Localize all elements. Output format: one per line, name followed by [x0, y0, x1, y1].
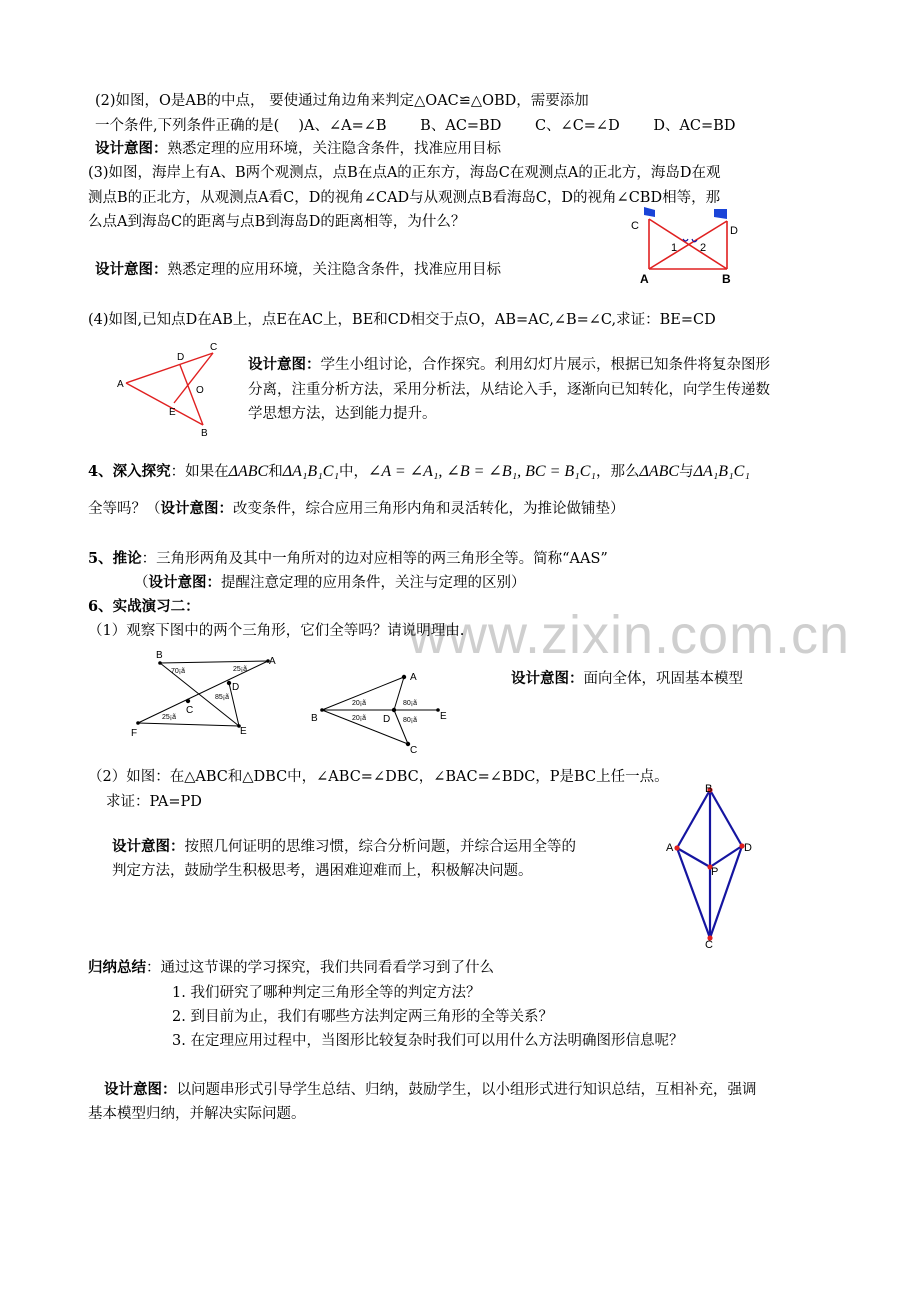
q3-label-angle1: 1 — [671, 242, 678, 254]
s5-text: ：三角形两角及其中一角所对的边对应相等的两三角形全等。简称“AAS” — [141, 551, 608, 567]
design-label: 设计意图： — [148, 574, 221, 591]
q3-label-angle2: 2 — [700, 242, 707, 254]
fig2-label-c: C — [410, 745, 418, 756]
s4-tri1: ΔABC — [228, 463, 269, 480]
watermark: www.zixin.com.cn — [408, 605, 851, 665]
q2-line2: 一个条件,下列条件正确的是( )A、∠A=∠B B、AC=BD C、∠C=∠D D、AC=BD — [95, 118, 736, 134]
s4-label: 4、深入探究 — [88, 463, 171, 480]
s5-label: 5、推论 — [88, 550, 142, 567]
summary-design-text-1: 以问题串形式引导学生总结、归纳，鼓励学生，以小组形式进行知识总结，互相补充，强调 — [176, 1082, 757, 1098]
q4-line1: (4)如图,已知点D在AB上，点E在AC上，BE和CD相交于点O，AB=AC,∠B=∠C,求证：BE=CD — [88, 312, 716, 328]
s6-figure-1 — [126, 646, 286, 738]
q3-label-c: C — [631, 220, 639, 232]
fig1-label-d: D — [232, 682, 240, 693]
design-label: 设计意图： — [112, 838, 185, 855]
q4-design-text-1: 学生小组讨论，合作探究。利用幻灯片展示，根据已知条件将复杂图形 — [320, 357, 770, 373]
design-label: 设计意图： — [95, 140, 168, 157]
q4-label-d: D — [177, 352, 185, 363]
s4-text-a: ：如果在 — [170, 464, 229, 480]
s6-p2-line2: 求证：PA=PD — [106, 794, 202, 810]
s6-p2-design-l1 — [112, 837, 576, 857]
kite-label-a: A — [666, 842, 674, 854]
fig1-angle-25-bottom: 25¡ã — [162, 714, 177, 721]
s4-conditions: ∠A = ∠A₁, ∠B = ∠B₁, BC = B₁C₁ — [368, 463, 596, 480]
design-label: 设计意图： — [160, 500, 233, 517]
s4-design: 改变条件，综合应用三角形内角和灵活转化，为推论做铺垫） — [233, 501, 625, 517]
q4-design-l1 — [248, 355, 770, 375]
q2-design-text: 熟悉定理的应用环境，关注隐含条件，找准应用目标 — [167, 141, 501, 157]
summary-item: 2. 到目前为止，我们有哪些方法判定两三角形的全等关系？ — [172, 1009, 553, 1025]
fig2-angle-80-top: 80¡ã — [403, 700, 418, 707]
q3-design — [95, 260, 501, 280]
q3-line2: 测点B的正北方，从观测点A看C，D的视角∠CAD与从观测点B看海岛C，D的视角∠CBD相等，那 — [88, 190, 721, 206]
q2-design — [95, 139, 501, 159]
s6-label: 6、实战演习二： — [88, 598, 200, 615]
summary-intro-text: ：通过这节课的学习探究，我们共同看看学习到了什么 — [146, 960, 494, 976]
design-label: 设计意图： — [104, 1081, 177, 1098]
s4-text-with: 与 — [679, 464, 694, 480]
q4-label-e: E — [169, 407, 176, 418]
s6-figure-2 — [308, 664, 458, 756]
summary-intro — [88, 958, 494, 978]
s4-text-and: 和 — [268, 464, 283, 480]
q2-line1: (2)如图，O是AB的中点， 要使通过角边角来判定△OAC≌△OBD，需要添加 — [95, 93, 589, 109]
s4-line2 — [88, 499, 625, 519]
s4-line2-a: 全等吗？（ — [88, 501, 161, 517]
s4-line1 — [88, 462, 750, 482]
design-label: 设计意图： — [511, 670, 584, 687]
s4-text-in: 中， — [339, 464, 368, 480]
s6-p1-design-text: 面向全体，巩固基本模型 — [583, 671, 743, 687]
q3-label-b: B — [722, 272, 731, 285]
q3-label-a: A — [640, 272, 649, 285]
kite-label-d: D — [744, 842, 752, 854]
s6-p1-design — [511, 669, 743, 689]
q4-label-o: O — [196, 385, 204, 396]
s5-design — [134, 573, 526, 593]
fig1-label-a: A — [269, 656, 276, 667]
fig2-angle-20-bottom: 20¡ã — [352, 715, 367, 722]
fig2-angle-20-top: 20¡ã — [352, 700, 367, 707]
s4-text-then: ，那么 — [595, 464, 640, 480]
kite-label-b: B — [705, 783, 713, 795]
fig1-label-e: E — [240, 726, 247, 737]
q4-figure — [112, 340, 224, 436]
design-label: 设计意图： — [95, 261, 168, 278]
flag-d-icon — [714, 209, 727, 219]
q4-label-b: B — [201, 428, 208, 436]
fig1-angle-25-top: 25¡ã — [233, 666, 248, 673]
fig1-label-c: C — [186, 705, 194, 716]
observation-figure — [622, 205, 750, 285]
q4-design-l2: 分离，注重分析方法，采用分析法，从结论入手，逐渐向已知转化，向学生传递数 — [248, 382, 770, 398]
fig2-label-a: A — [410, 672, 417, 683]
fig1-angle-85: 85¡ã — [215, 694, 230, 701]
q3-design-text: 熟悉定理的应用环境，关注隐含条件，找准应用目标 — [167, 262, 501, 278]
q4-label-c: C — [210, 342, 218, 353]
s4-tri2: ΔA₁B₁C₁ — [282, 463, 339, 480]
q3-line3: 么点A到海岛C的距离与点B到海岛D的距离相等，为什么？ — [88, 214, 466, 230]
design-label: 设计意图： — [248, 356, 321, 373]
s6-p2-design-text-1: 按照几何证明的思维习惯，综合分析问题，并综合运用全等的 — [184, 839, 576, 855]
s6-p1: （1）观察下图中的两个三角形，它们全等吗？请说明理由. — [88, 623, 465, 639]
q4-label-a: A — [117, 379, 124, 390]
q4-design-l3: 学思想方法，达到能力提升。 — [248, 406, 437, 422]
fig1-label-f: F — [131, 728, 138, 738]
fig2-angle-80-bottom: 80¡ã — [403, 717, 418, 724]
summary-item: 3. 在定理应用过程中，当图形比较复杂时我们可以用什么方法明确图形信息呢？ — [172, 1033, 684, 1049]
summary-label: 归纳总结 — [88, 959, 146, 976]
q3-line1: (3)如图，海岸上有A、B两个观测点，点B在点A的正东方，海岛C在观测点A的正北方，海岛D在观 — [88, 165, 721, 181]
kite-label-p: P — [711, 866, 719, 878]
s5-line1 — [88, 549, 608, 569]
kite-label-c: C — [705, 939, 713, 950]
s6-p2-line1: （2）如图：在△ABC和△DBC中，∠ABC=∠DBC，∠BAC=∠BDC，P是BC上任一点。 — [88, 769, 669, 785]
flag-c-icon — [644, 207, 655, 217]
s4-tri2-again: ΔA₁B₁C₁ — [693, 463, 750, 480]
q3-label-d: D — [730, 225, 738, 237]
summary-design-l2: 基本模型归纳，并解决实际问题。 — [88, 1106, 306, 1122]
kite-figure — [660, 778, 760, 950]
fig2-label-d: D — [383, 714, 391, 725]
summary-item: 1. 我们研究了哪种判定三角形全等的判定方法？ — [172, 985, 481, 1001]
s5-design-text: 提醒注意定理的应用条件，关注与定理的区别） — [221, 575, 526, 591]
fig2-label-b: B — [311, 713, 318, 724]
fig1-angle-70: 70¡ã — [171, 668, 186, 675]
summary-design-l1 — [104, 1080, 757, 1100]
s6-p2-design-l2: 判定方法，鼓励学生积极思考，遇困难迎难而上，积极解决问题。 — [112, 863, 533, 879]
fig1-label-b: B — [156, 650, 163, 661]
s5-design-open: （ — [134, 575, 149, 591]
s4-tri1-again: ΔABC — [639, 463, 680, 480]
fig2-label-e: E — [440, 711, 447, 722]
